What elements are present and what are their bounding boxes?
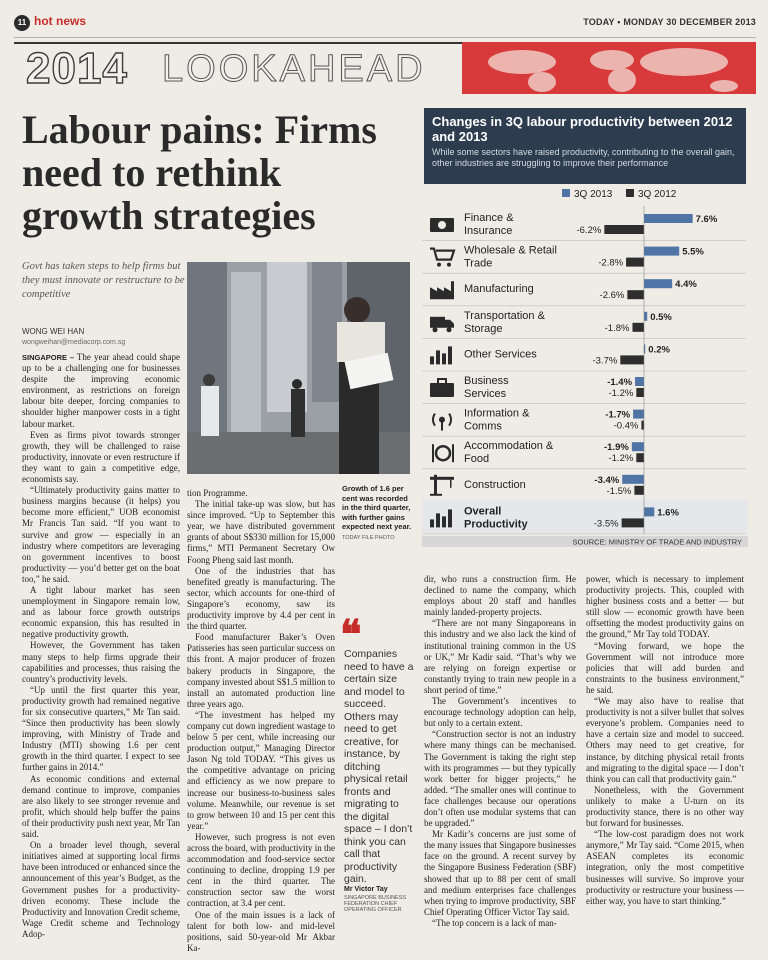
pull-quote-name: Mr Victor Tay [344, 886, 388, 893]
banner-title: LOOKAHEAD [162, 48, 426, 90]
banner-year: 2014 [26, 44, 128, 93]
cutlery-icon [432, 444, 454, 462]
data-label: 5.5% [682, 246, 704, 258]
data-bar [644, 507, 654, 516]
data-bar [644, 247, 679, 256]
data-label: 7.6% [695, 214, 718, 225]
paragraph [22, 352, 180, 430]
broadcast-icon [433, 414, 451, 431]
briefcase-icon [430, 379, 454, 397]
paragraph: However, such progress is not even across the board, with productivity in the accommodation and food-service sector continuing to decline, dropping 1.9 per cent in the third quarter. The construction sector saw the worst contraction, at 3.4 per cent. [187, 831, 335, 909]
paragraph: On a broader level though, several initiatives aimed at supporting local firms have been introduced or enhanced since the announcement of this year’s Budget, as the Government pushes for a productivity-driven economy. These include the Productivity and Innovation Credit scheme, Wage Credit scheme and Technology Adop- [22, 840, 180, 939]
paragraph: “Ultimately productivity gains matter to business margins because (it helps) you become more efficient,” UOB economist Mr Francis Tan said. “If you want to survive and grow — especially in an industry where competitors are leveraging on government incentives to boost productivity — you’d better get on the boat too,” he said. [22, 485, 180, 584]
section-name: hot news [34, 14, 87, 28]
data-bar [633, 410, 644, 419]
quote-mark-icon: ❝ [340, 613, 362, 657]
data-label: -1.4% [607, 377, 633, 388]
data-label: -1.2% [608, 453, 634, 465]
paragraph: One of the main issues is a lack of talent for both low- and mid-level positions, said 50-year-old Mr Akbar Ka- [187, 909, 335, 953]
paragraph: Mr Kadir’s concerns are just some of the many issues that Singapore businesses face on the ground. A recent survey by the Singapore Business Federation (SBF) showed that up to 88 per cent of small and medium enterprises face challenges when trying to improve productivity, SBF Chief Operating Officer Victor Tay said. [424, 829, 576, 917]
category-label: Transportation & [464, 309, 545, 322]
world-map-graphic [462, 42, 756, 94]
category-label: Business [464, 375, 509, 387]
data-bar [636, 388, 644, 397]
data-bar [644, 312, 647, 321]
data-label: -2.8% [598, 257, 624, 269]
productivity-chart [420, 186, 750, 566]
page-number: 11 [14, 15, 30, 31]
photo-credit: TODAY FILE PHOTO [342, 534, 395, 541]
article-column-4 [586, 574, 744, 907]
data-bar [604, 225, 644, 234]
data-label: -0.4% [613, 420, 639, 432]
article-standfirst: Govt has taken steps to help firms but they must innovate or restructure to be competitive [22, 261, 185, 300]
data-label: -1.7% [605, 409, 631, 421]
data-bar [620, 355, 644, 364]
category-label: Accommodation & [464, 440, 554, 453]
paragraph: “Up until the first quarter this year, productivity growth had remained negative for six consecutive quarters,” Mr Tan said. “Since then productivity has been slowly improving, with Ministry of Trade and Industry (MTI) showing 1.6 per cent growth in the third quarter. I expect to see further gains in 2014.” [22, 684, 180, 773]
chart-title: Changes in 3Q labour productivity between 2012 and 2013 [432, 114, 733, 144]
category-label: Wholesale & Retail [464, 244, 557, 257]
map-dots [462, 42, 756, 94]
shopping-cart-icon [430, 249, 454, 267]
legend-label: 3Q 2012 [638, 189, 677, 200]
truck-icon [430, 317, 454, 333]
data-label: -6.2% [576, 225, 602, 236]
author-name: WONG WEI HAN [22, 327, 85, 336]
data-bar [632, 323, 644, 332]
data-bar [622, 518, 644, 527]
paragraph: “Construction sector is not an industry where many things can be mechanised. The Government is taking the right step with its programmes — but they typically work better for bigger projects,” he added. “The smaller ones will continue to face challenges because our operations don’t often use modular systems that can be upgraded.” [424, 729, 576, 829]
factory-icon [430, 281, 454, 299]
data-bar [644, 279, 672, 288]
paragraph: power, which is necessary to implement productivity projects. This, coupled with higher business costs and a better — but still slow — economic growth have been offsetting the modest productivity gains on the ground,” Mr Tay told TODAY. [586, 574, 744, 640]
category-label: Manufacturing [464, 283, 534, 296]
data-label: -2.6% [599, 290, 625, 302]
chart-source: SOURCE: MINISTRY OF TRADE AND INDUSTRY [572, 537, 742, 547]
data-label: -1.5% [606, 485, 632, 497]
data-label: -1.2% [608, 388, 634, 399]
category-label: Overall [464, 505, 502, 518]
category-label: Information & [464, 407, 530, 420]
article-column-3 [424, 574, 576, 929]
data-label: -3.5% [593, 518, 619, 530]
paragraph: dir, who runs a construction firm. He declined to name the company, which employs about 20 staff and handles mainly landed-property projects. [424, 574, 576, 618]
paragraph: tion Programme. [187, 488, 248, 498]
data-bar [626, 258, 644, 267]
pull-quote-role: SINGAPORE BUSINESS FEDERATION CHIEF OPERATING OFFICER [344, 894, 407, 913]
paragraph: “Moving forward, we hope the Government will not introduce more policies that will add burden and constraints to the business environment,” he said. [586, 640, 744, 695]
paragraph: “There are not many Singaporeans in this industry and we also lack the kind of institutional training common in the US or UK,” Mr Kadir said. “That’s why we are relying on foreign expertise or constantly trying to train new people in a short period of time.” [424, 618, 576, 695]
issue-dateline: TODAY • MONDAY 30 DECEMBER 2013 [583, 16, 756, 27]
paragraph: Nonetheless, with the Government unlikely to make a U-turn on its productivity stance, there is no other way but forward for businesses. [586, 784, 744, 829]
paragraph: The Government’s incentives to encourage technology adoption can help, but only to a certain extent. [424, 696, 576, 729]
paragraph-text: The year ahead could shape up to be a challenging one for businesses despite the improving economic environment, as restrictions on foreign labour bite deeper, forcing companies to shoulder higher manpower costs in a tight labour market. [22, 352, 180, 429]
data-bar [622, 475, 644, 484]
data-bar [644, 214, 693, 223]
category-label: Trade [464, 257, 493, 270]
category-label: Construction [464, 478, 526, 491]
section-label [14, 12, 86, 31]
office-workers-photo [187, 262, 410, 474]
author-email: wongweihan@mediacorp.com.sg [22, 339, 126, 346]
pull-quote-attribution [344, 886, 424, 913]
data-label: 1.6% [657, 507, 679, 519]
data-label: -1.8% [604, 322, 630, 334]
lookahead-banner [14, 42, 756, 96]
paragraph: “We may also have to realise that productivity is not a silver bullet that solves everyone’s problem. Companies need to have a certain size and model to succeed. Others may need to get creative, for instance, by ditching physical retail fronts and migrating to the digital space — I don’t think you can call that productivity gain.” [586, 696, 744, 784]
data-bar [627, 290, 644, 299]
article-headline: Labour pains: Firms need to rethink growth strategies [22, 107, 377, 238]
data-bar [641, 421, 644, 430]
paragraph: However, the Government has taken many steps to help firms upgrade their capabilities and processes, thus raising the country’s productivity levels. [22, 640, 180, 684]
category-label: Insurance [464, 225, 513, 237]
paragraph: Food manufacturer Baker’s Oven Patisseries has seen particular success on this front. A major producer of frozen bakery products in Singapore, the company invested about S$1.5 million to install an automated production line three years ago. [187, 632, 335, 709]
article-photo [187, 262, 410, 474]
paragraph: A tight labour market has seen unemployment in Singapore remain low, and as labour force growth outstrips economic expansion, this has resulted in negative productivity growth. [22, 584, 180, 640]
data-label: 4.4% [675, 279, 697, 291]
data-label: -3.4% [594, 474, 620, 486]
paragraph: “The investment has helped my company cut down ingredient wastage to below 5 per cent, while increasing our production output,” Managing Director Jason Ng told TODAY. “This gives us the competitive advantage on pricing and efficiency as we now prepare to increase our business-to-business sales volume. Meanwhile, our revenue is set to grow between 10 and 15 per cent this year.” [187, 709, 335, 831]
legend-swatch [562, 189, 570, 197]
category-label: Productivity [464, 518, 528, 531]
category-label: Services [464, 388, 507, 400]
article-column-2 [187, 488, 335, 954]
crane-icon [430, 475, 454, 496]
data-bar [634, 486, 644, 495]
category-label: Finance & [464, 212, 514, 224]
data-bar [636, 453, 644, 462]
dateline-word: SINGAPORE – [22, 353, 75, 362]
paragraph: “The top concern is a lack of man- [432, 917, 557, 928]
page-header [14, 6, 756, 38]
category-label: Comms [464, 420, 502, 433]
legend-label: 3Q 2013 [574, 189, 613, 200]
paragraph: One of the industries that has benefited greatly is manufacturing. The sector, which accounts for one-third of Singapore’s economy, saw its productivity improve by 4.4 per cent in the third quarter. [187, 565, 335, 632]
paragraph: Even as firms pivot towards stronger growth, they will be challenged to raise productivity, innovate or even restructure if they want to gain a competitive edge, economists say. [22, 429, 180, 485]
photo-caption [342, 484, 412, 541]
chart-header [424, 108, 746, 184]
data-label: 0.5% [650, 311, 672, 323]
data-bar [635, 377, 644, 386]
article-column-1 [22, 352, 180, 940]
paragraph: The initial take-up was slow, but has since improved. “Up to September this year, we have distributed government grants of about S$330 million for 15,000 firms,” MTI Permanent Secretary Ow Foong Pheng said last month. [187, 499, 335, 565]
category-label: Storage [464, 322, 503, 335]
chart-subtitle: While some sectors have raised productivity, contributing to the overall gain, other industries are struggling to improve their performance [432, 147, 735, 168]
paragraph: As economic conditions and external demand continue to improve, companies are also likely to see stronger revenue and profit, which should help buffer the pains of their productivity push next year, Mr Tan said. [22, 773, 180, 840]
category-label: Food [464, 453, 490, 466]
data-label: -1.9% [604, 442, 629, 454]
pull-quote: Companies need to have a certain size and model to succeed. Others may need to get creative, for instance, by ditching physical retail fronts and migrating to the digital space – I don’t think you can call that productivity gain. [344, 648, 414, 885]
money-icon [430, 218, 454, 232]
bar-chart-icon [430, 346, 452, 364]
data-bar [632, 442, 644, 451]
category-label: Other Services [464, 348, 537, 361]
legend-swatch [626, 189, 634, 197]
byline [22, 326, 182, 348]
data-label: -3.7% [592, 355, 618, 367]
caption-text: Growth of 1.6 per cent was recorded in the third quarter, with further gains expected next year. [342, 484, 412, 531]
data-label: 0.2% [648, 344, 670, 356]
paragraph: “The low-cost paradigm does not work anymore,” Mr Tay said. “Come 2015, when ASEAN completes its economic integration, only the most competitive businesses will survive. So improve your productivity or restructure your business — either way, you have to start thinking.” [586, 829, 744, 906]
